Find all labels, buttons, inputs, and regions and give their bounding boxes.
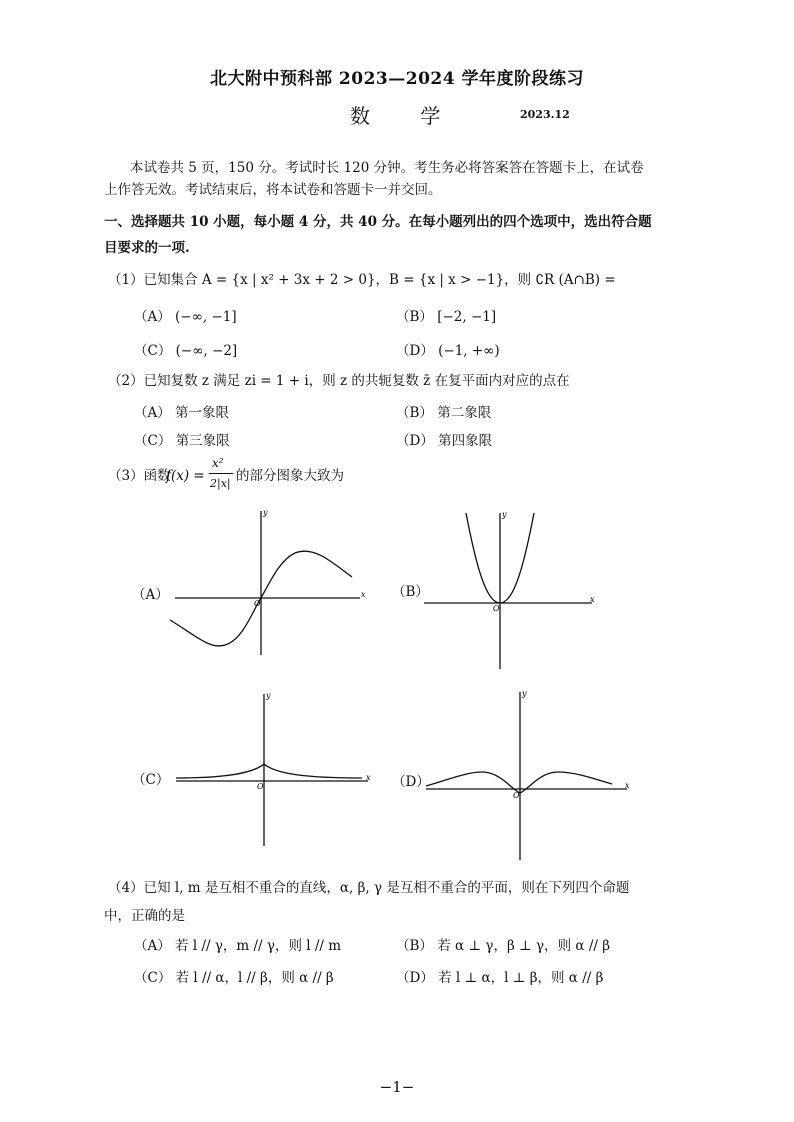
graph-b xyxy=(420,505,600,673)
graph-a-label: （A） xyxy=(132,587,169,603)
graph-d-origin-label: O xyxy=(513,791,520,800)
question-2-option-d: （D） 第四象限 xyxy=(396,433,493,449)
graph-a-y-label: y xyxy=(263,508,268,517)
instructions-line-2: 上作答无效。考试结束后，将本试卷和答题卡一并交回。 xyxy=(104,182,442,198)
graph-a-x-label: x xyxy=(361,590,366,599)
graph-c xyxy=(172,688,372,848)
subject-heading: 数 学 xyxy=(350,104,463,128)
page-number: −1− xyxy=(379,1078,415,1096)
exam-title: 北大附中预科部 2023—2024 学年度阶段练习 xyxy=(210,69,584,89)
graph-c-curve xyxy=(176,764,362,778)
question-1-option-a: （A） (−∞, −1] xyxy=(134,309,237,325)
question-4-stem-line-1: （4）已知 l, m 是互相不重合的直线，α, β, γ 是互相不重合的平面，则在下列四个命题 xyxy=(108,880,630,896)
graph-d-label: （D） xyxy=(392,774,430,790)
question-2-option-c: （C） 第三象限 xyxy=(134,433,230,449)
question-4-option-c: （C） 若 l // α，l // β，则 α // β xyxy=(134,970,334,986)
graph-c-label: （C） xyxy=(132,772,170,788)
instructions-line-1: 本试卷共 5 页，150 分。考试时长 120 分钟。考生务必将答案答在答题卡上，在试卷 xyxy=(130,160,644,176)
question-3-stem-prefix: （3）函数 xyxy=(108,468,171,484)
question-3-stem-suffix: 的部分图象大致为 xyxy=(236,468,344,484)
question-2-option-a: （A） 第一象限 xyxy=(134,405,230,421)
graph-a-origin-label: O xyxy=(254,599,261,608)
graph-b-x-label: x xyxy=(590,595,595,604)
question-2-option-b: （B） 第二象限 xyxy=(396,405,492,421)
exam-date: 2023.12 xyxy=(520,108,570,121)
section-heading-line-2: 目要求的一项. xyxy=(104,240,190,256)
graph-d-curve xyxy=(426,772,612,793)
graph-c-origin-label: O xyxy=(257,782,264,791)
graph-b-origin-label: O xyxy=(493,604,500,613)
question-4-option-b: （B） 若 α ⊥ γ，β ⊥ γ，则 α // β xyxy=(396,938,611,954)
question-1-option-d: （D） (−1, +∞) xyxy=(396,343,500,359)
graph-b-y-label: y xyxy=(502,510,507,519)
graph-c-y-label: y xyxy=(266,691,271,700)
question-3-fraction-bar xyxy=(209,473,233,474)
graph-a xyxy=(165,505,375,665)
question-2-stem: （2）已知复数 z 满足 zi = 1 + i，则 z 的共轭复数 z̄ 在复平面内对应的点在 xyxy=(108,373,570,389)
question-1-option-b: （B） [−2, −1] xyxy=(396,309,497,325)
graph-d xyxy=(422,688,632,863)
question-1-option-c: （C） (−∞, −2] xyxy=(134,343,238,359)
question-3-formula-numerator: x² xyxy=(212,456,224,470)
graph-d-x-label: x xyxy=(625,781,630,790)
section-heading-line-1: 一、选择题共 10 小题，每小题 4 分，共 40 分。在每小题列出的四个选项中，选出符合题 xyxy=(104,214,652,230)
question-3-formula-lhs: f(x) = xyxy=(166,468,205,484)
question-4-stem-line-2: 中，正确的是 xyxy=(104,908,185,924)
graph-c-x-label: x xyxy=(366,773,371,782)
question-4-option-d: （D） 若 l ⊥ α，l ⊥ β，则 α // β xyxy=(396,970,604,986)
question-4-option-a: （A） 若 l // γ，m // γ，则 l // m xyxy=(134,938,342,954)
question-3-formula-denominator: 2|x| xyxy=(210,477,231,490)
graph-b-label: （B） xyxy=(392,584,429,600)
graph-d-y-label: y xyxy=(522,689,527,698)
question-1-stem: （1）已知集合 A = {x | x² + 3x + 2 > 0}，B = {x | x > −1}，则 ∁R (A∩B) = xyxy=(108,272,616,288)
